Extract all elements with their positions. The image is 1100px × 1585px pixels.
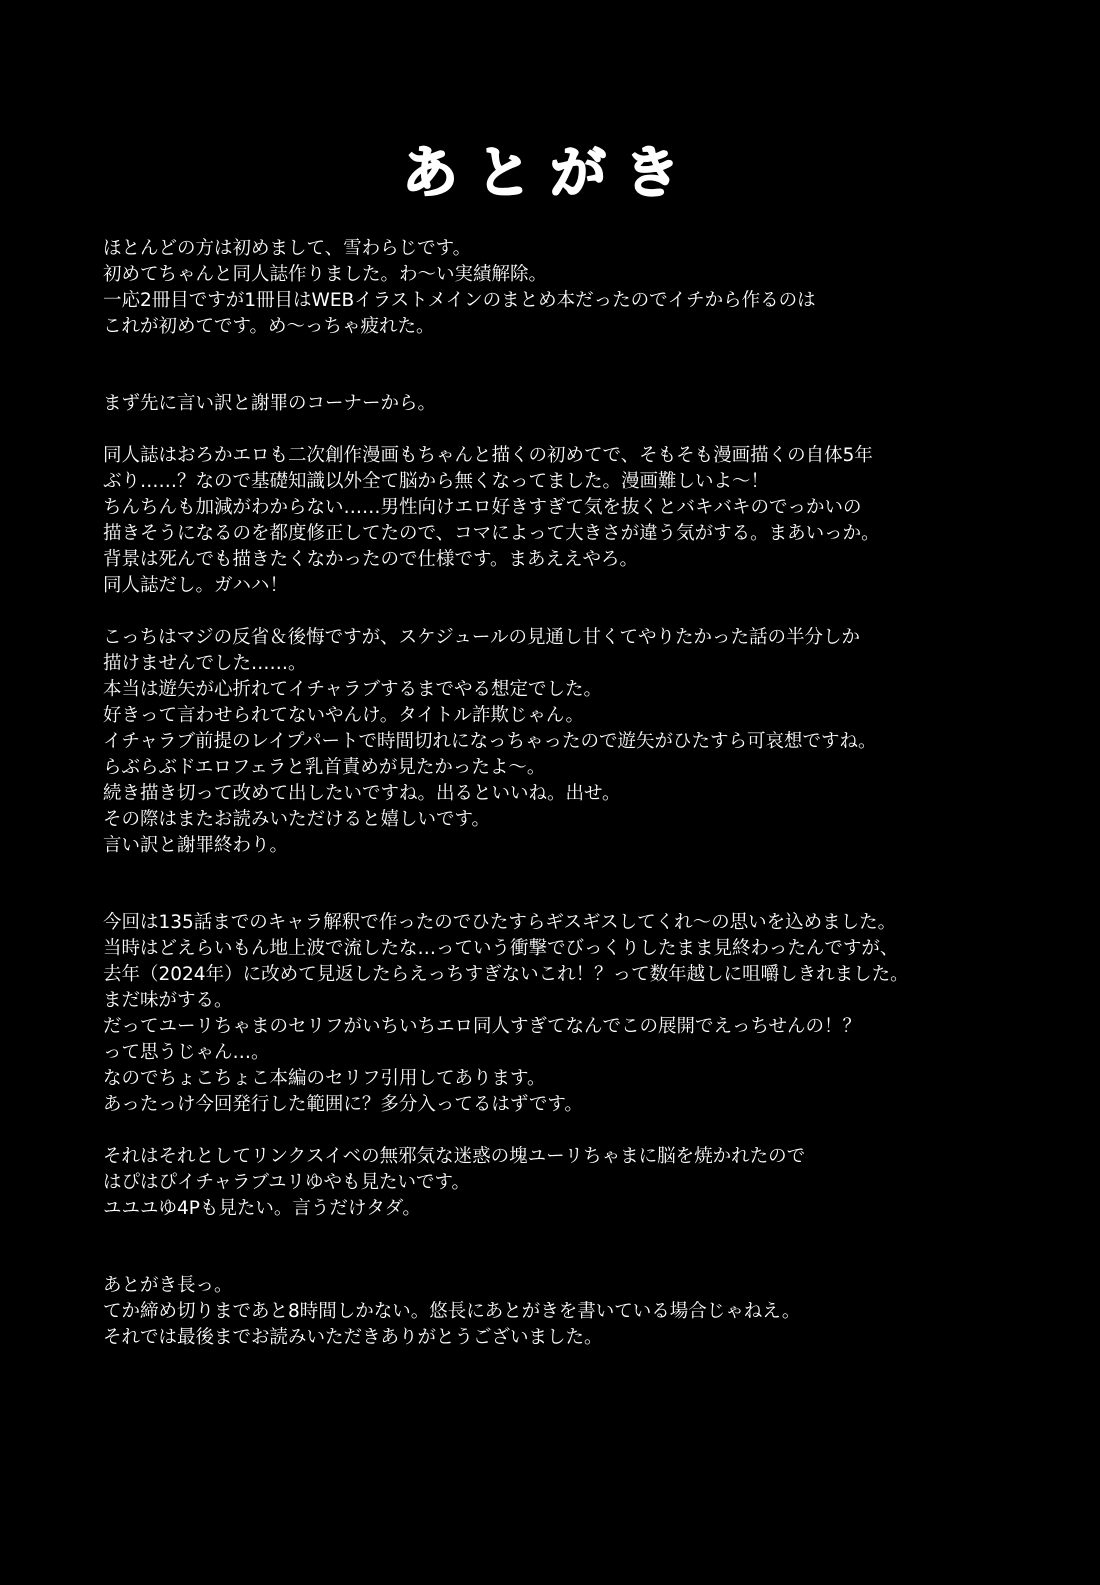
- text-line: 同人誌はおろかエロも二次創作漫画もちゃんと描くの初めてで、そもそも漫画描くの自体5年: [103, 445, 873, 466]
- text-line: その際はまたお読みいただけると嬉しいです。: [103, 809, 491, 830]
- text-line: ユユユゆ4Pも見たい。言うだけタダ。: [103, 1198, 421, 1219]
- paragraph-spacer: [103, 417, 1093, 443]
- text-line: てか締め切りまであと8時間しかない。悠長にあとがきを書いている場合じゃねえ。: [103, 1301, 801, 1322]
- text-line: まず先に言い訳と謝罪のコーナーから。: [103, 393, 437, 414]
- afterword-body: [103, 236, 1093, 1351]
- text-line: 当時はどえらいもん地上波で流したな…っていう衝撃でびっくりしたまま見終わったんですが、: [103, 938, 899, 959]
- paragraph-spacer: [103, 340, 1093, 391]
- paragraph: [103, 443, 1093, 599]
- text-line: あったっけ今回発行した範囲に？多分入ってるはずです。: [103, 1094, 583, 1115]
- paragraph: [103, 236, 1093, 340]
- text-line: 背景は死んでも描きたくなかったので仕様です。まあええやろ。: [103, 549, 639, 570]
- text-line: 言い訳と謝罪終わり。: [103, 835, 289, 856]
- text-line: だってユーリちゃまのセリフがいちいちエロ同人すぎてなんでこの展開でえっちせんの！？: [103, 1016, 861, 1037]
- paragraph: [103, 910, 1093, 1118]
- text-line: 同人誌だし。ガハハ！: [103, 575, 289, 596]
- text-line: 描きそうになるのを都度修正してたので、コマによって大きさが違う気がする。まあいっか。: [103, 523, 880, 544]
- text-line: これが初めてです。め〜っちゃ疲れた。: [103, 316, 435, 337]
- text-line: 本当は遊矢が心折れてイチャラブするまでやる想定でした。: [103, 679, 602, 700]
- text-line: こっちはマジの反省＆後悔ですが、スケジュールの見通し甘くてやりたかった話の半分しか: [103, 627, 861, 648]
- paragraph-spacer: [103, 1222, 1093, 1273]
- text-line: 描けませんでした……。: [103, 653, 307, 674]
- paragraph: [103, 1273, 1093, 1351]
- text-line: ほとんどの方は初めまして、雪わらじです。: [103, 238, 472, 259]
- text-line: それはそれとしてリンクスイベの無邪気な迷惑の塊ユーリちゃまに脳を焼かれたので: [103, 1146, 806, 1167]
- page-title: あとがき: [402, 141, 698, 206]
- paragraph-spacer: [103, 1118, 1093, 1144]
- paragraph-spacer: [103, 859, 1093, 910]
- paragraph: [103, 1144, 1093, 1222]
- text-line: はぴはぴイチャラブユリゆやも見たいです。: [103, 1172, 471, 1193]
- text-line: イチャラブ前提のレイプパートで時間切れになっちゃったので遊矢がひたすら可哀想ですね。: [103, 731, 877, 752]
- paragraph: [103, 391, 1093, 417]
- text-line: ちんちんも加減がわからない……男性向けエロ好きすぎて気を抜くとバキバキのでっかいの: [103, 497, 862, 518]
- paragraph: [103, 625, 1093, 859]
- text-line: 今回は135話までのキャラ解釈で作ったのでひたすらギスギスしてくれ〜の思いを込めました。: [103, 912, 897, 933]
- text-line: 好きって言わせられてないやんけ。タイトル詐欺じゃん。: [103, 705, 585, 726]
- paragraph-spacer: [103, 599, 1093, 625]
- text-line: それでは最後までお読みいただきありがとうございました。: [103, 1327, 603, 1348]
- text-line: ぶり……？なので基礎知識以外全て脳から無くなってました。漫画難しいよ〜！: [103, 471, 770, 492]
- text-line: 去年（2024年）に改めて見返したらえっちすぎないこれ！？って数年越しに咀嚼しきれました。: [103, 964, 909, 985]
- text-line: あとがき長っ。: [103, 1275, 233, 1296]
- text-line: 一応2冊目ですが1冊目はWEBイラストメインのまとめ本だったのでイチから作るのは: [103, 290, 816, 311]
- text-line: 続き描き切って改めて出したいですね。出るといいね。出せ。: [103, 783, 621, 804]
- text-line: 初めてちゃんと同人誌作りました。わ〜い実績解除。: [103, 264, 548, 285]
- text-line: まだ味がする。: [103, 990, 233, 1011]
- text-line: なのでちょこちょこ本編のセリフ引用してあります。: [103, 1068, 546, 1089]
- text-line: らぶらぶドエロフェラと乳首責めが見たかったよ〜。: [103, 757, 546, 778]
- text-line: って思うじゃん…。: [103, 1042, 270, 1063]
